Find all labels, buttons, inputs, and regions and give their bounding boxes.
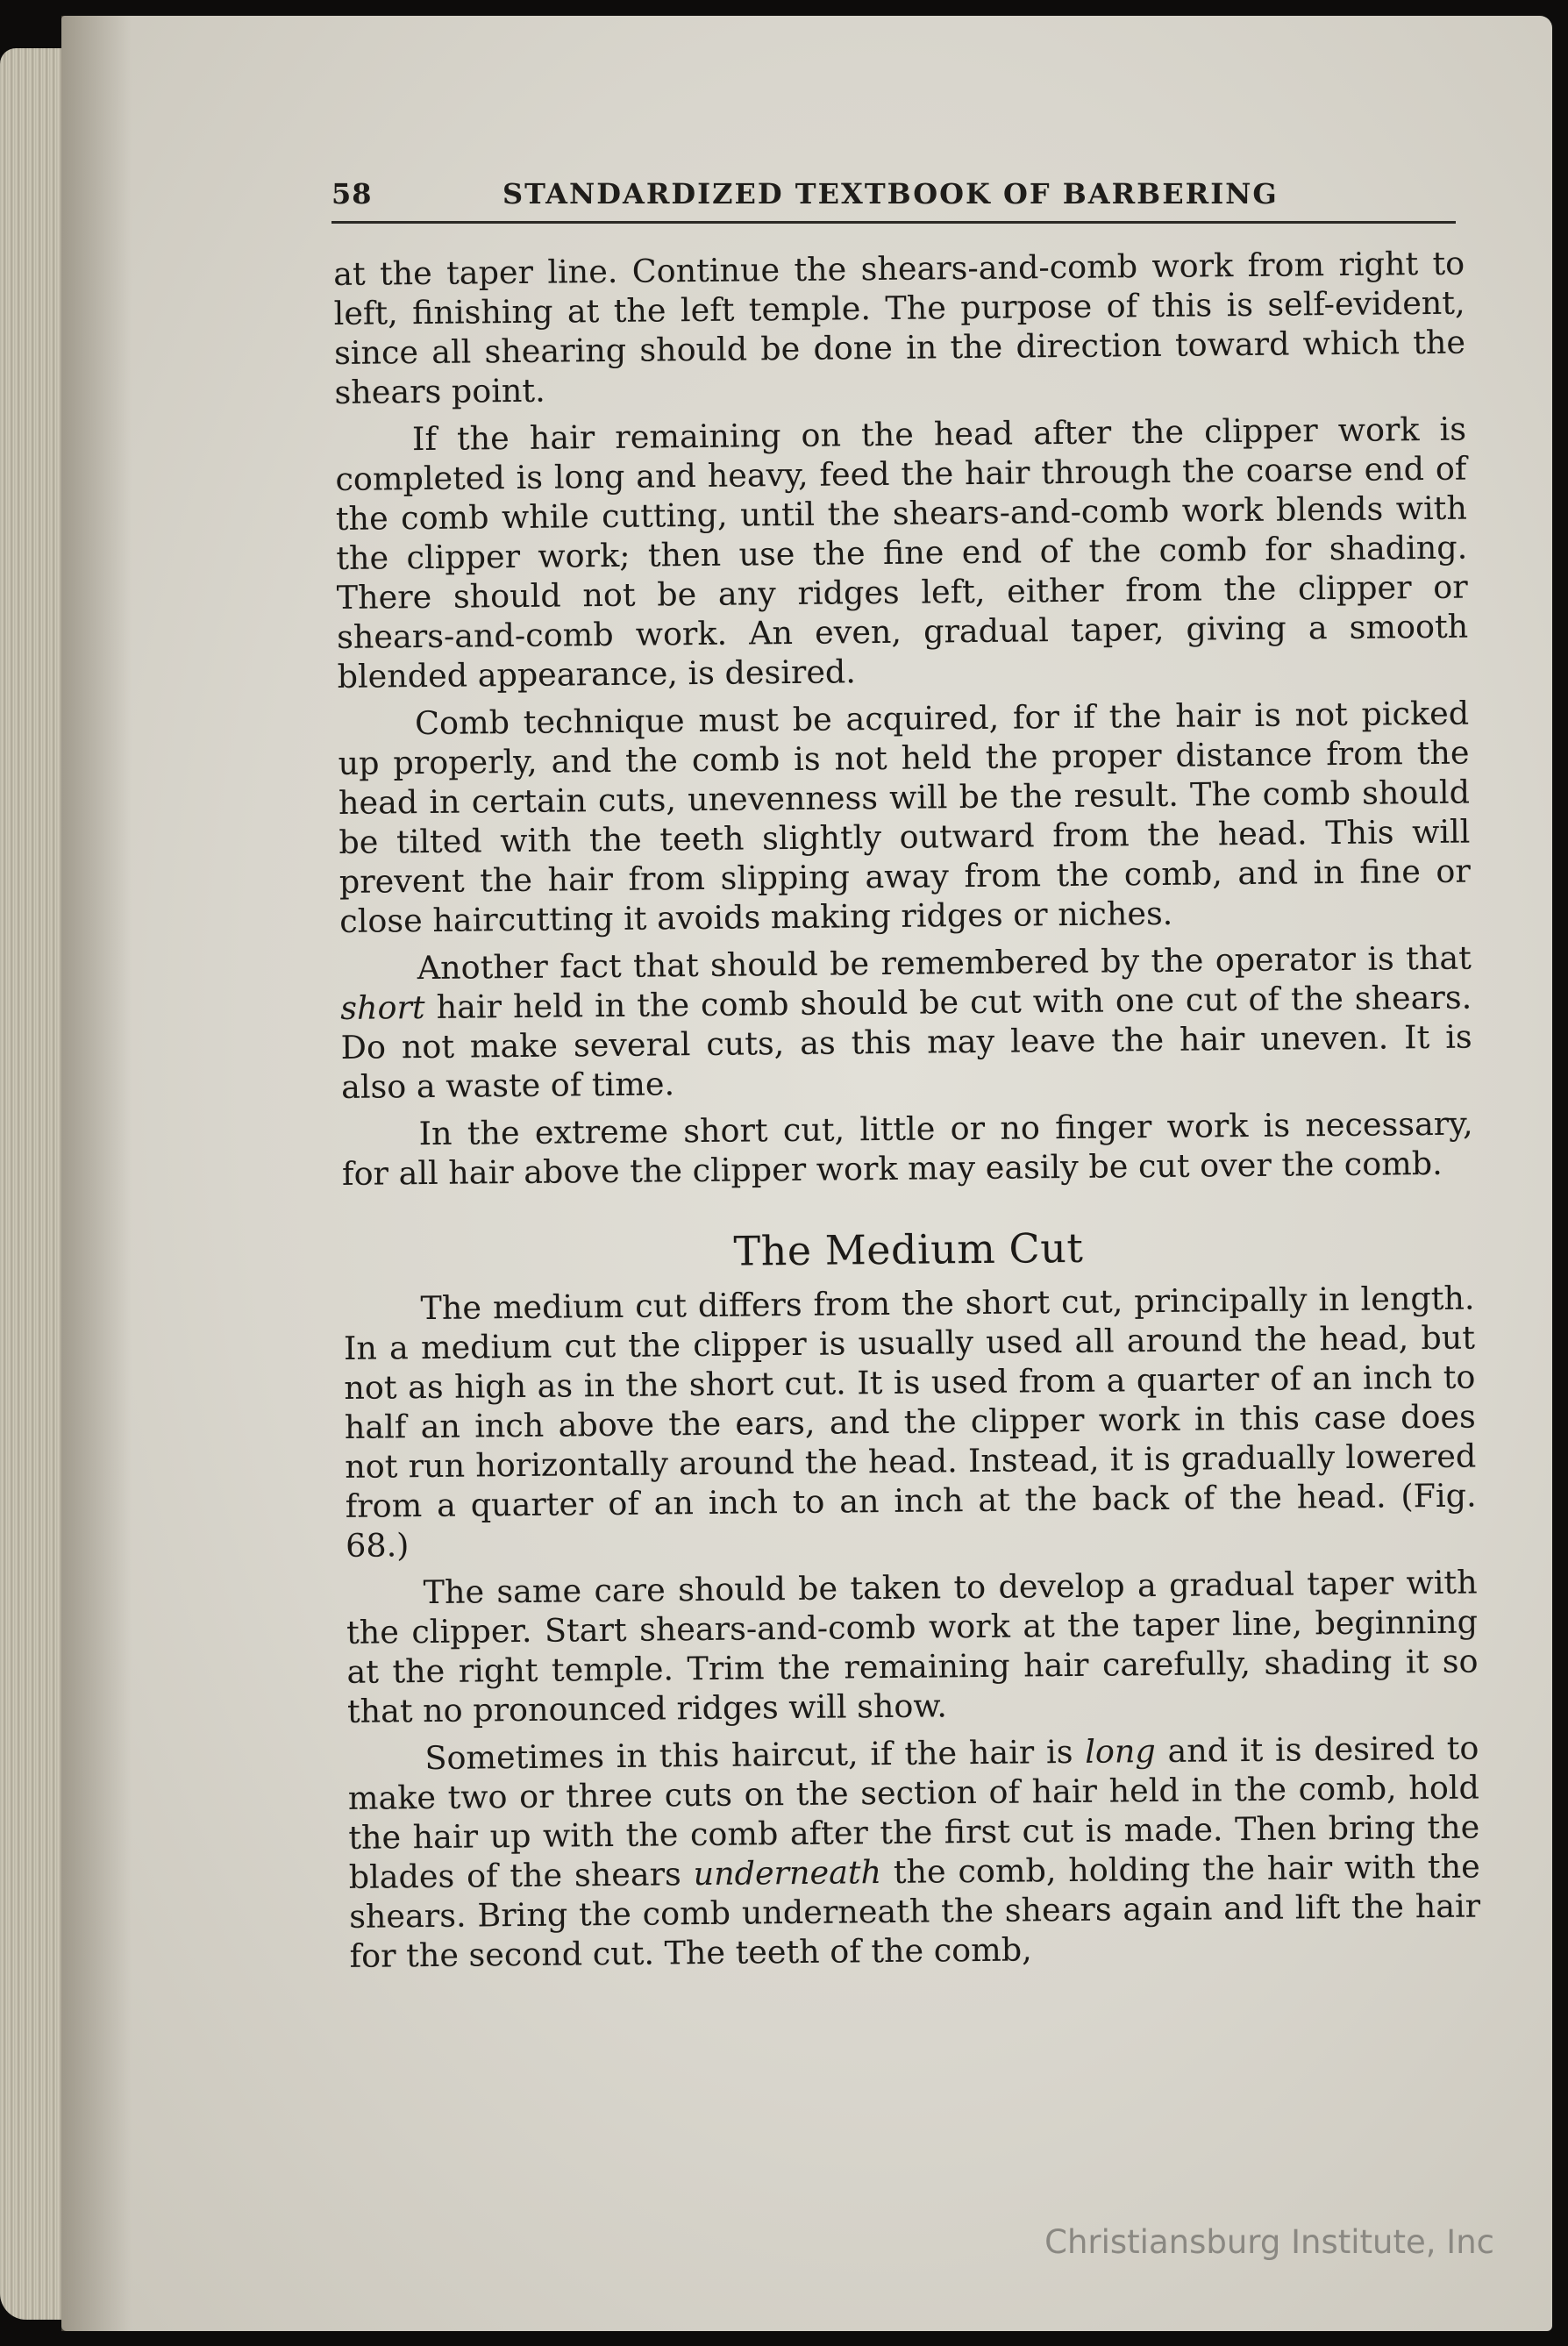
- watermark-credit: Christiansburg Institute, Inc: [1044, 2223, 1494, 2261]
- paragraph-8-part-1: Sometimes in this haircut, if the hair is: [424, 1732, 1086, 1778]
- section-heading: The Medium Cut: [733, 1223, 1084, 1275]
- paragraph-5: In the extreme short cut, little or no finger work is necessary, for all hair above the clipper work may easily be cut over the comb.: [341, 1104, 1473, 1193]
- paragraph-4: [340, 938, 1473, 1107]
- paragraph-1: at the taper line. Continue the shears-and-comb work from right to left, finishing at the left temple. The purpose of this is self-evident, since all shearing should be done in the direction toward which the shears point.: [333, 244, 1466, 411]
- running-head: [331, 175, 1456, 224]
- paragraph-4-text-before: Another fact that should be remembered by the operator is that: [417, 938, 1472, 988]
- paragraph-3: Comb technique must be acquired, for if the hair is not picked up properly, and the comb is not held the proper distance from the head in certain cuts, unevenness will be the result. The comb should be tilted with the teeth slightly outward from the head. This will prevent the hair from slipping away from the comb, and in fine or close haircutting it avoids making ridges or niches.: [338, 694, 1472, 940]
- paragraph-2: If the hair remaining on the head after the clipper work is completed is long and heavy, feed the hair through the coarse end of the comb while cutting, until the shears-and-comb work blends with the clipper work; then use the fine end of the comb for shading. There should not be any ridges left, either from the clipper or shears-and-comb work. An even, gradual taper, giving a smooth blended appearance, is desired.: [335, 410, 1469, 695]
- book-title: STANDARDIZED TEXTBOOK OF BARBERING: [502, 177, 1279, 210]
- paragraph-4-text-after: hair held in the comb should be cut with one cut of the shears. Do not make several cuts, as this may leave the hair uneven. It is also a waste of time.: [340, 978, 1472, 1106]
- paragraph-8-part-3: the comb, holding the hair with the shears. Bring the comb underneath the shears again and lift the hair for the second cut. The teeth of the comb,: [348, 1847, 1481, 1975]
- paragraph-6: The medium cut differs from the short cut, principally in length. In a medium cut the clipper is usually used all around the head, but not as high as in the short cut. It is used from a quarter of an inch to half an inch above the ears, and the clipper work in this case does not run horizontally around the head. Instead, it is gradually lowered from a quarter of an inch to an inch at the back of the head. (Fig. 68.): [343, 1279, 1477, 1565]
- page-number: 58: [331, 177, 373, 210]
- body-text: [333, 244, 1481, 1984]
- emphasis-short: short: [340, 988, 425, 1027]
- emphasis-underneath: underneath: [693, 1853, 882, 1893]
- gutter-shadow: [61, 16, 132, 2331]
- paragraph-7: The same care should be taken to develop a gradual taper with the clipper. Start shears-and-comb work at the taper line, beginning at the right temple. Trim the remaining hair carefully, shading it so that no pronounced ridges will show.: [346, 1563, 1479, 1730]
- emphasis-long: long: [1085, 1732, 1156, 1771]
- paragraph-8-part-2: and it is desired to make two or three cuts on the section of hair held in the comb, hold the hair up with the comb after the first cut is made. Then bring the blades of the shears: [347, 1729, 1480, 1896]
- paragraph-8: [347, 1729, 1481, 1976]
